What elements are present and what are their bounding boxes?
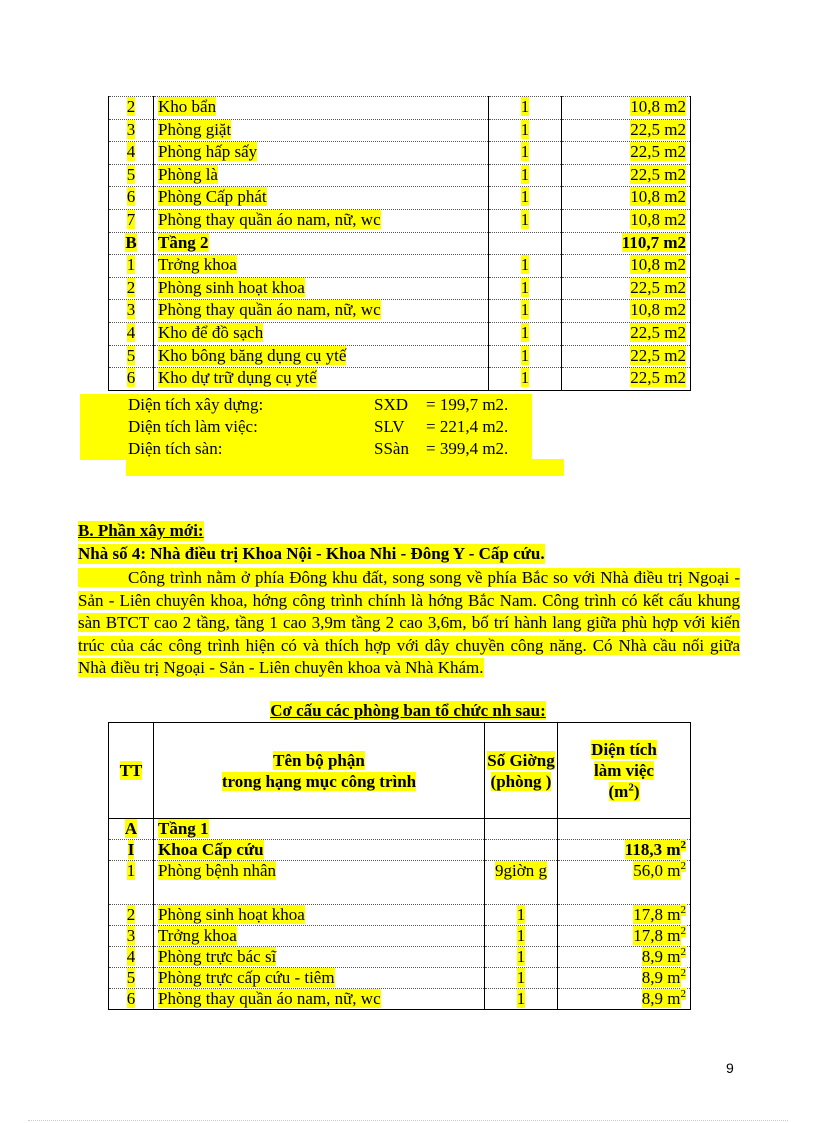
section-heading: B. Phần xây mới: <box>78 521 204 540</box>
cell-tt: 2 <box>109 97 154 120</box>
summary-label: Diện tích xây dựng: <box>128 395 264 414</box>
table-row <box>109 861 691 905</box>
cell-qty: 1 <box>489 368 562 391</box>
table-row <box>109 300 691 323</box>
cell-name: Phòng thay quần áo nam, nữ, wc <box>154 989 485 1010</box>
table-row <box>109 968 691 989</box>
cell-tt: 2 <box>109 277 154 300</box>
page-number: 9 <box>726 1060 734 1076</box>
cell-area: 8,9 $m^2$ <box>558 947 691 968</box>
cell-name: Kho bông băng dụng cụ ytế <box>154 345 489 368</box>
table-row <box>109 322 691 345</box>
cell-tt: B <box>109 232 154 255</box>
cell-qty: 1 <box>489 187 562 210</box>
room-table-building-4 <box>108 722 691 1010</box>
cell-area: 10,8 m2 <box>562 255 691 278</box>
cell-tt: 6 <box>109 989 154 1010</box>
cell-name: Phòng sinh hoạt khoa <box>154 277 489 300</box>
cell-area: 56,0 $m^2$ <box>558 861 691 905</box>
cell-qty: 1 <box>485 968 558 989</box>
cell-qty: 1 <box>485 947 558 968</box>
description-paragraph <box>78 567 740 680</box>
cell-name: Phòng thay quần áo nam, nữ, wc <box>154 209 489 232</box>
cell-name: Phòng là <box>154 164 489 187</box>
cell-area: 10,8 m2 <box>562 300 691 323</box>
table2-caption <box>0 701 816 721</box>
cell-qty: 9giờn g <box>485 861 558 905</box>
summary-value: = 199,7 m2. <box>426 395 509 414</box>
cell-area: 22,5 m2 <box>562 142 691 165</box>
cell-tt: 4 <box>109 322 154 345</box>
summary-code: SLV <box>374 417 405 436</box>
cell-tt: 5 <box>109 968 154 989</box>
cell-tt: 3 <box>109 119 154 142</box>
cell-tt: 4 <box>109 142 154 165</box>
cell-qty <box>485 840 558 861</box>
header-area: Diện tích làm việc $(m^2)$ <box>558 723 691 819</box>
cell-area: 17,8 $m^2$ <box>558 926 691 947</box>
cell-name: Phòng Cấp phát <box>154 187 489 210</box>
table-row <box>109 142 691 165</box>
cell-name: Phòng bệnh nhân <box>154 861 485 905</box>
cell-name: Trởng khoa <box>154 926 485 947</box>
table2-caption-text: Cơ cấu các phòng ban tổ chức nh sau: <box>270 701 546 720</box>
paragraph-text: Công trình nằm ở phía Đông khu đất, song song về phía Bắc so với Nhà điều trị Ngoại - Sản - Liên chuyên khoa, hớng công trình chính là hớng Bắc Nam. Công trình có kết cấu khung sàn BTCT cao 2 tầng, tầng 1 cao 3,9m tầng 2 cao 3,6m, bố trí hành lang giữa phù hợp với kiến trúc của các công trình hiện có và thích hợp với dây chuyền công năng. Có Nhà cầu nối giữa Nhà điều trị Ngoại - Sản - Liên chuyên khoa và Nhà Khám. <box>78 568 740 677</box>
cell-name: Phòng thay quần áo nam, nữ, wc <box>154 300 489 323</box>
cell-name: Kho để đồ sạch <box>154 322 489 345</box>
cell-qty: 1 <box>489 345 562 368</box>
cell-qty: 1 <box>485 926 558 947</box>
cell-name: Kho dự trữ dụng cụ ytế <box>154 368 489 391</box>
cell-tt: 2 <box>109 905 154 926</box>
cell-qty: 1 <box>489 300 562 323</box>
cell-area: 22,5 m2 <box>562 277 691 300</box>
summary-code: SXD <box>374 395 409 414</box>
cell-area: 22,5 m2 <box>562 119 691 142</box>
table-row <box>109 277 691 300</box>
cell-tt: A <box>109 819 154 840</box>
cell-tt: 5 <box>109 345 154 368</box>
table-row <box>109 926 691 947</box>
cell-area: 22,5 m2 <box>562 164 691 187</box>
cell-tt: I <box>109 840 154 861</box>
building-heading: Nhà số 4: Nhà điều trị Khoa Nội - Khoa Nhi - Đông Y - Cấp cứu. <box>78 544 545 563</box>
cell-tt: 3 <box>109 926 154 947</box>
cell-qty: 1 <box>485 989 558 1010</box>
summary-highlight-bar <box>126 459 564 476</box>
cell-tt: 3 <box>109 300 154 323</box>
table-row <box>109 345 691 368</box>
cell-name: Khoa Cấp cứu <box>154 840 485 861</box>
cell-tt: 5 <box>109 164 154 187</box>
table-row <box>109 840 691 861</box>
cell-tt: 4 <box>109 947 154 968</box>
cell-tt: 1 <box>109 255 154 278</box>
cell-tt: 1 <box>109 861 154 905</box>
cell-qty <box>489 232 562 255</box>
cell-qty: 1 <box>489 142 562 165</box>
cell-name: Phòng giặt <box>154 119 489 142</box>
table-row <box>109 209 691 232</box>
table-row <box>109 989 691 1010</box>
cell-area <box>558 819 691 840</box>
cell-name: Trởng khoa <box>154 255 489 278</box>
cell-qty: 1 <box>489 209 562 232</box>
cell-qty: 1 <box>489 277 562 300</box>
cell-area: 22,5 m2 <box>562 322 691 345</box>
cell-qty: 1 <box>489 164 562 187</box>
cell-area: 8,9 $m^2$ <box>558 968 691 989</box>
cell-name: Kho bẩn <box>154 97 489 120</box>
cell-name: Phòng trực cấp cứu - tiêm <box>154 968 485 989</box>
page-bottom-dotted-rule <box>28 1120 788 1121</box>
cell-area: 118,3 $m^2$ <box>558 840 691 861</box>
cell-area: 22,5 m2 <box>562 368 691 391</box>
header-beds: Số Giờng (phòng ) <box>485 723 558 819</box>
cell-name: Tầng 1 <box>154 819 485 840</box>
table-row <box>109 368 691 391</box>
summary-label: Diện tích làm việc: <box>128 417 258 436</box>
cell-area: 22,5 m2 <box>562 345 691 368</box>
table-row <box>109 947 691 968</box>
table-row <box>109 255 691 278</box>
room-table-continued <box>108 96 691 391</box>
header-tt: TT <box>109 723 154 819</box>
cell-tt: 6 <box>109 187 154 210</box>
summary-value: = 221,4 m2. <box>426 417 509 436</box>
cell-qty <box>485 819 558 840</box>
table-row <box>109 187 691 210</box>
table-row <box>109 819 691 840</box>
cell-area: 10,8 m2 <box>562 97 691 120</box>
cell-qty: 1 <box>489 322 562 345</box>
cell-area: 17,8 $m^2$ <box>558 905 691 926</box>
table-row <box>109 232 691 255</box>
table-row <box>109 164 691 187</box>
cell-name: Phòng trực bác sĩ <box>154 947 485 968</box>
cell-qty: 1 <box>489 255 562 278</box>
cell-name: Phòng hấp sấy <box>154 142 489 165</box>
table-row <box>109 119 691 142</box>
cell-tt: 7 <box>109 209 154 232</box>
summary-value: = 399,4 m2. <box>426 439 509 458</box>
summary-code: SSàn <box>374 439 409 458</box>
summary-label: Diện tích sàn: <box>128 439 223 458</box>
cell-qty: 1 <box>485 905 558 926</box>
cell-area: 10,8 m2 <box>562 187 691 210</box>
cell-qty: 1 <box>489 97 562 120</box>
header-name: Tên bộ phận trong hạng mục công trình <box>154 723 485 819</box>
cell-area: 8,9 $m^2$ <box>558 989 691 1010</box>
cell-name: Tầng 2 <box>154 232 489 255</box>
table-row <box>109 905 691 926</box>
table-row <box>109 97 691 120</box>
cell-area: 10,8 m2 <box>562 209 691 232</box>
cell-area: 110,7 m2 <box>562 232 691 255</box>
cell-qty: 1 <box>489 119 562 142</box>
cell-tt: 6 <box>109 368 154 391</box>
cell-name: Phòng sinh hoạt khoa <box>154 905 485 926</box>
